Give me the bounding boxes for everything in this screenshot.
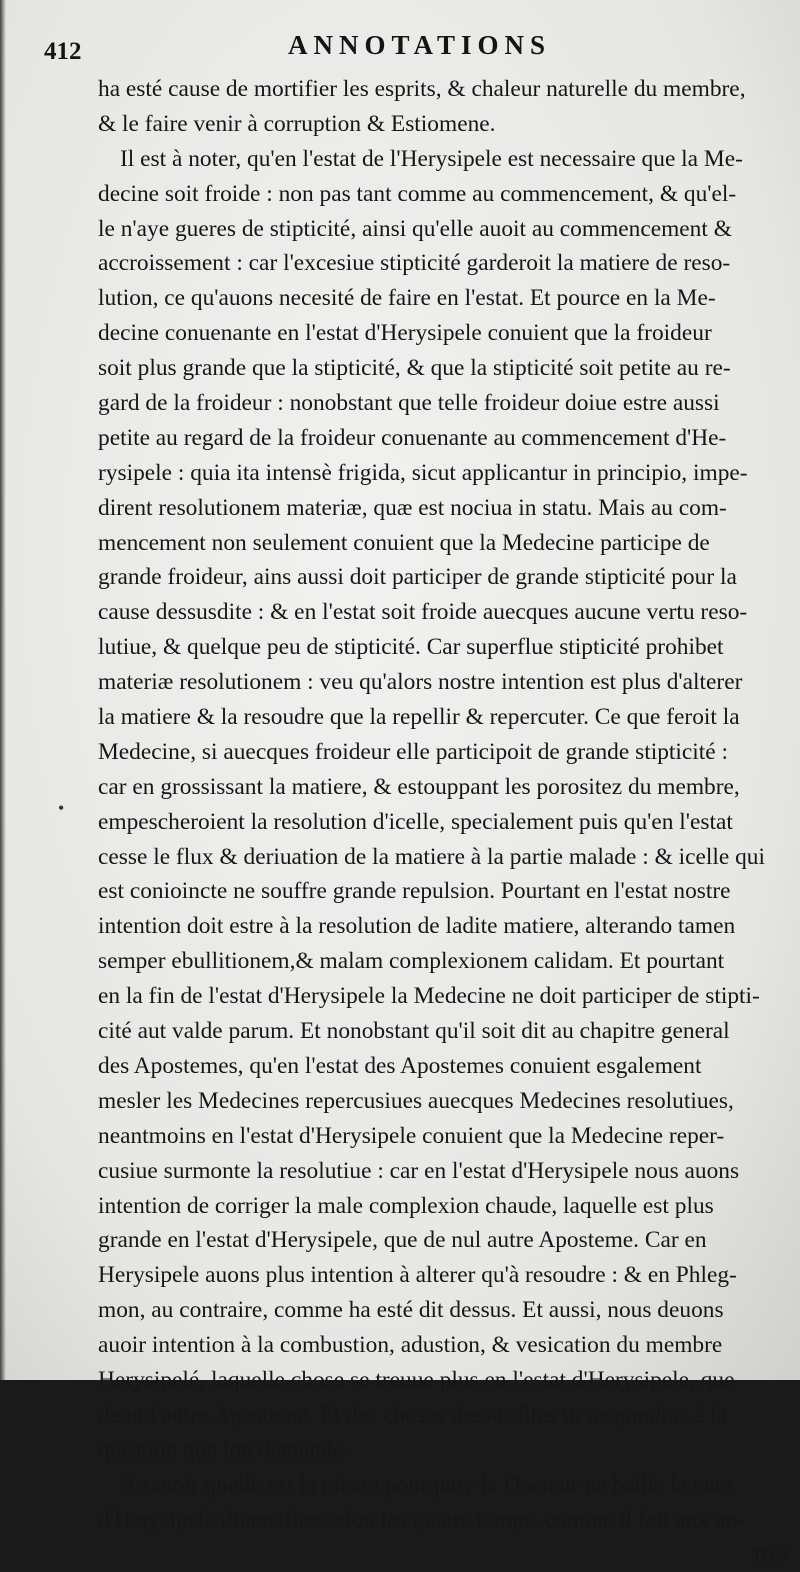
text-line: petite au regard de la froideur conuenante au commencement d'He- [98,424,727,451]
text-line: grande froideur, ains aussi doit participer de grande stipticité pour la [98,564,737,591]
text-line: le n'aye gueres de stipticité, ainsi qu'elle auoit au commencement & [98,215,732,242]
text-line: decine conuenante en l'estat d'Herysipele conuient que la froideur [98,320,712,347]
text-line: lution, ce qu'auons necesité de faire en l'estat. Et pource en la Me- [98,285,716,312]
text-line: & le faire venir à corruption & Estiomene. [98,110,496,137]
text-line: materiæ resolutionem : veu qu'alors nostre intention est plus d'alterer [98,669,743,696]
text-line: intention de corriger la male complexion chaude, laquelle est plus [98,1192,714,1219]
text-line: semper ebullitionem,& malam complexionem calidam. Et pourtant [98,948,725,975]
text-line: dirent resolutionem materiæ, quæ est nociua in statu. Mais au com- [98,494,727,521]
text-line: decine soit froide : non pas tant comme au commencement, & qu'el- [98,180,737,207]
text-line: mon, au contraire, comme ha esté dit dessus. Et aussi, nous deuons [98,1297,724,1324]
running-head: ANNOTATIONS [288,30,552,60]
text-line: ha esté cause de mortifier les esprits, & chaleur naturelle du membre, [98,76,746,102]
text-line: car en grossissant la matiere, & estouppant les porositez du membre, [98,773,740,800]
text-line: accroissement : car l'excesiue stipticité garderoit la matiere de reso- [98,250,731,277]
text-line: soit plus grande que la stipticité, & que la stipticité soit petite au re- [98,355,731,382]
catchword: tres [754,1541,788,1568]
text-line: rysipele : quia ita intensè frigida, sicut applicantur in principio, impe- [98,459,748,486]
text-line: mesler les Medecines repercusiues auecques Medecines resolutiues, [98,1087,734,1114]
text-line: Herysipelé, laquelle chose se treuue plus en l'estat d'Herysipele, que [98,1366,735,1393]
text-line: empescheroient la resolution d'icelle, specialement puis qu'en l'estat [98,808,733,835]
text-line: grande en l'estat d'Herysipele, que de nul autre Aposteme. Car en [98,1227,707,1254]
text-line: mencement non seulement conuient que la Medecine participe de [98,529,710,556]
text-line: est conioincte ne souffre grande repulsion. Pourtant en l'estat nostre [98,878,731,905]
text-line: auoir intention à la combustion, adustion, & vesication du membre [98,1332,723,1359]
paragraph-start-line: Il est à noter, qu'en l'estat de l'Herysipele est necessaire que la Me- [120,145,743,172]
text-line: la matiere & la resoudre que la repellir & repercuter. Ce que feroit la [98,704,740,731]
page-number: 412 [44,38,82,65]
text-line: gard de la froideur : nonobstant que telle froideur doiue estre aussi [98,390,720,417]
text-line: lutiue, & quelque peu de stipticité. Car superflue stipticité prohibet [98,634,724,661]
text-line: de nul autre Aposteme. Et des choses dessusdites tu respondras à la [98,1401,727,1428]
text-line: Medecine, si auecques froideur elle participoit de grande stipticité : [98,738,729,765]
text-line: cusiue surmonte la resolutiue : car en l'estat d'Herysipele nous auons [98,1157,740,1184]
text-line: en la fin de l'estat d'Herysipele la Medecine ne doit participer de stipti- [98,983,760,1010]
margin-mark: • [58,798,65,818]
text-line: question que lon demande. [98,1436,349,1463]
text-line: neantmoins en l'estat d'Herysipele conuient que la Medecine reper- [98,1122,725,1149]
body-text [98,72,788,1572]
paragraph-start-line: A sauoir quelle est la raison pourquoy le Docteur ne baille la cure [120,1471,734,1498]
page-header [44,30,770,66]
text-line: cause dessusdite : & en l'estat soit froide auecques aucune vertu reso- [98,599,748,626]
text-line: cité aut valde parum. Et nonobstant qu'il soit dit au chapitre general [98,1018,730,1045]
text-line: Herysipele auons plus intention à alterer qu'à resoudre : & en Phleg- [98,1262,737,1289]
text-line: intention doit estre à la resolution de ladite matiere, alterando tamen [98,913,736,940]
text-line: cesse le flux & deriuation de la matiere à la partie malade : & icelle qui [98,843,765,870]
text-line: d'Herysipele diuersifiee selon les quatre temps, comme il fait aux au- [98,1506,745,1533]
text-line: des Apostemes, qu'en l'estat des Apostemes conuient esgalement [98,1052,702,1079]
